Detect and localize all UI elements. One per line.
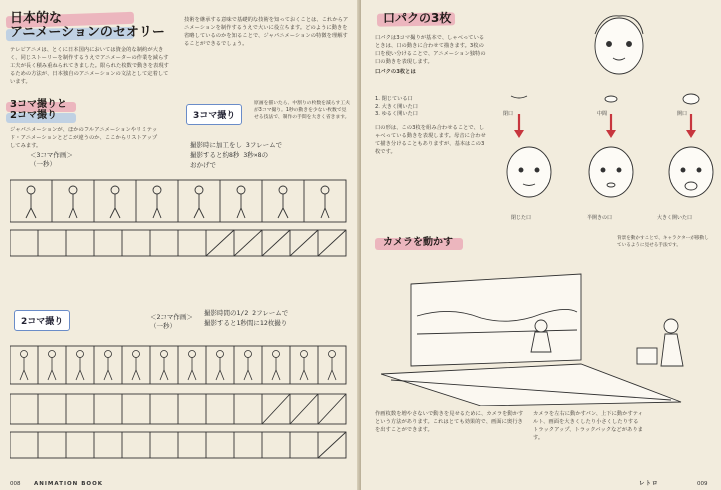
animation-strip-2koma bbox=[10, 342, 350, 460]
lower-frame-row bbox=[10, 230, 346, 256]
upper-figures bbox=[26, 186, 329, 218]
mouth-label-2: 中間 bbox=[597, 111, 608, 117]
mouth-list-item-3: 3. ゆるく開いた口 bbox=[375, 111, 418, 118]
section-line-2: 2コマ撮り bbox=[10, 109, 57, 121]
sticker-2koma-label: 2コマ撮り bbox=[21, 317, 64, 327]
camera-body-right-text: カメラを左右に動かすパン、上下に動かすティルト、画面を大きくしたり小さくしたりするトラックアップ、トラックバックなどがあります。 bbox=[533, 411, 643, 441]
page-number-right: 009 bbox=[697, 481, 708, 487]
sticker-3koma bbox=[186, 104, 242, 125]
mouth-list-item-2: 2. 大きく開いた口 bbox=[375, 103, 418, 110]
camera-note bbox=[617, 236, 713, 252]
section-camera-text: カメラを動かす bbox=[383, 237, 453, 248]
right-title bbox=[383, 12, 451, 25]
intro-text: テレビアニメは、とくに日本国内においては資金的な制約が大きく、同じストーリーを制作するうえでアニメーターの作業を減らす工夫が長く積み重ねられてきました。限られた枚数で動きを表現するための方法が、日本独自のアニメーションの文法として定着しています。 bbox=[10, 47, 169, 85]
title-line-2: アニメーションのセオリー bbox=[10, 24, 165, 40]
sticker-2koma bbox=[14, 310, 70, 331]
side-note-text: 原画を描いたら、中割りの枚数を減らす工夫が3コマ撮り。1秒の動きを少ない枚数で見せる技法で、制作の手間を大きく省きます。 bbox=[254, 101, 350, 120]
camera-note-text: 背景を動かすことで、キャラクターが移動しているように見せる手法です。 bbox=[617, 236, 709, 248]
title-line-1: 日本的な bbox=[10, 11, 63, 26]
right-page bbox=[361, 0, 721, 490]
section-line-1: 3コマ撮りと bbox=[10, 99, 67, 110]
camera-body-left-text: 作画枚数を増やさないで動きを見せるために、カメラを動かすという方法があります。これはとても効果的で、画面に奥行きを出すことができます。 bbox=[375, 411, 524, 433]
page-number-left: 008 bbox=[10, 481, 21, 487]
right-column-paragraph: 技術を継承する意味で基礎的な技術を知っておくことは、これからアニメーションを制作するうえで大いに役立ちます。どのように動きを省略しているのかを知ることで、ジャパニメーションの特徴を理解することができるでしょう。 bbox=[184, 17, 349, 47]
left-page bbox=[0, 0, 360, 490]
section-heading-1 bbox=[10, 100, 67, 121]
page-title bbox=[10, 12, 165, 39]
right-list-heading: 口パクの3枚とは bbox=[375, 69, 416, 75]
face-caption-1: 閉じた口 bbox=[511, 215, 532, 221]
camera-operator bbox=[637, 319, 683, 366]
upper-frame-row bbox=[10, 180, 346, 222]
face-caption-3: 大きく開いた口 bbox=[657, 215, 693, 221]
mouth-label-3: 開口 bbox=[677, 111, 688, 117]
background-panel bbox=[411, 274, 581, 366]
side-note bbox=[254, 100, 350, 123]
hand-note-3koma-sub: ＜3コマ作画＞ （一秒） bbox=[30, 151, 73, 168]
mouth-list-item-1: 1. 閉じている口 bbox=[375, 96, 413, 102]
intro-paragraph bbox=[10, 46, 170, 88]
right-body-rest-text: 口の形は、この3枚を組み合わせることで、しゃべっている動きを表現します。母音に合わせて描き分けることもありますが、基本はこの3枚です。 bbox=[375, 125, 486, 155]
three-faces bbox=[507, 147, 713, 197]
mouth-list bbox=[375, 96, 418, 119]
section-text bbox=[10, 126, 160, 152]
camera-rig-illustration bbox=[381, 256, 713, 406]
row2-frames bbox=[10, 346, 346, 384]
book-footer: ANIMATION BOOK bbox=[34, 481, 104, 487]
right-body-rest bbox=[375, 124, 487, 158]
right-body-intro-text: 口パクは3コマ撮りが基本で、しゃべっているときは、口の動きに合わせて描きます。3枚の口を使い分けることで、アニメーション独特の口の動きを表現します。 bbox=[375, 35, 486, 65]
right-column-text bbox=[184, 16, 350, 50]
row2-bottom-frames bbox=[10, 432, 346, 458]
down-arrows bbox=[514, 114, 696, 138]
sticker-3koma-label: 3コマ撮り bbox=[193, 111, 236, 121]
mouth-shapes bbox=[511, 94, 699, 104]
hand-note-3koma: 撮影時に加工をし 3フレームで 撮影すると約8秒 3秒×8の おかげで bbox=[190, 141, 283, 169]
right-title-text: 口パクの3枚 bbox=[383, 11, 452, 25]
hand-note-2koma: 撮影時間の1/2 2フレームで 撮影すると1秒間に12枚撮り bbox=[204, 309, 289, 327]
camera-body-left bbox=[375, 410, 525, 436]
mouth-label-1: 閉口 bbox=[503, 111, 514, 117]
camera-body-right bbox=[533, 410, 643, 444]
animation-strip-3koma bbox=[10, 176, 350, 258]
hand-note-2koma-sub: ＜2コマ作画＞ （一秒） bbox=[150, 313, 193, 330]
right-body-intro bbox=[375, 34, 487, 78]
row2-lower-frames bbox=[10, 394, 346, 424]
section-paragraph: ジャパニメーションが、ほかのフルアニメーションやリミテッド・アニメーションとどこが違うのか、ここからリストアップしてみます。 bbox=[10, 127, 158, 149]
rail bbox=[381, 364, 681, 406]
right-footer-label: レトロ bbox=[639, 481, 659, 487]
face-caption-2: 半開きの口 bbox=[587, 215, 613, 221]
section-camera bbox=[383, 238, 453, 249]
top-face bbox=[595, 16, 643, 74]
